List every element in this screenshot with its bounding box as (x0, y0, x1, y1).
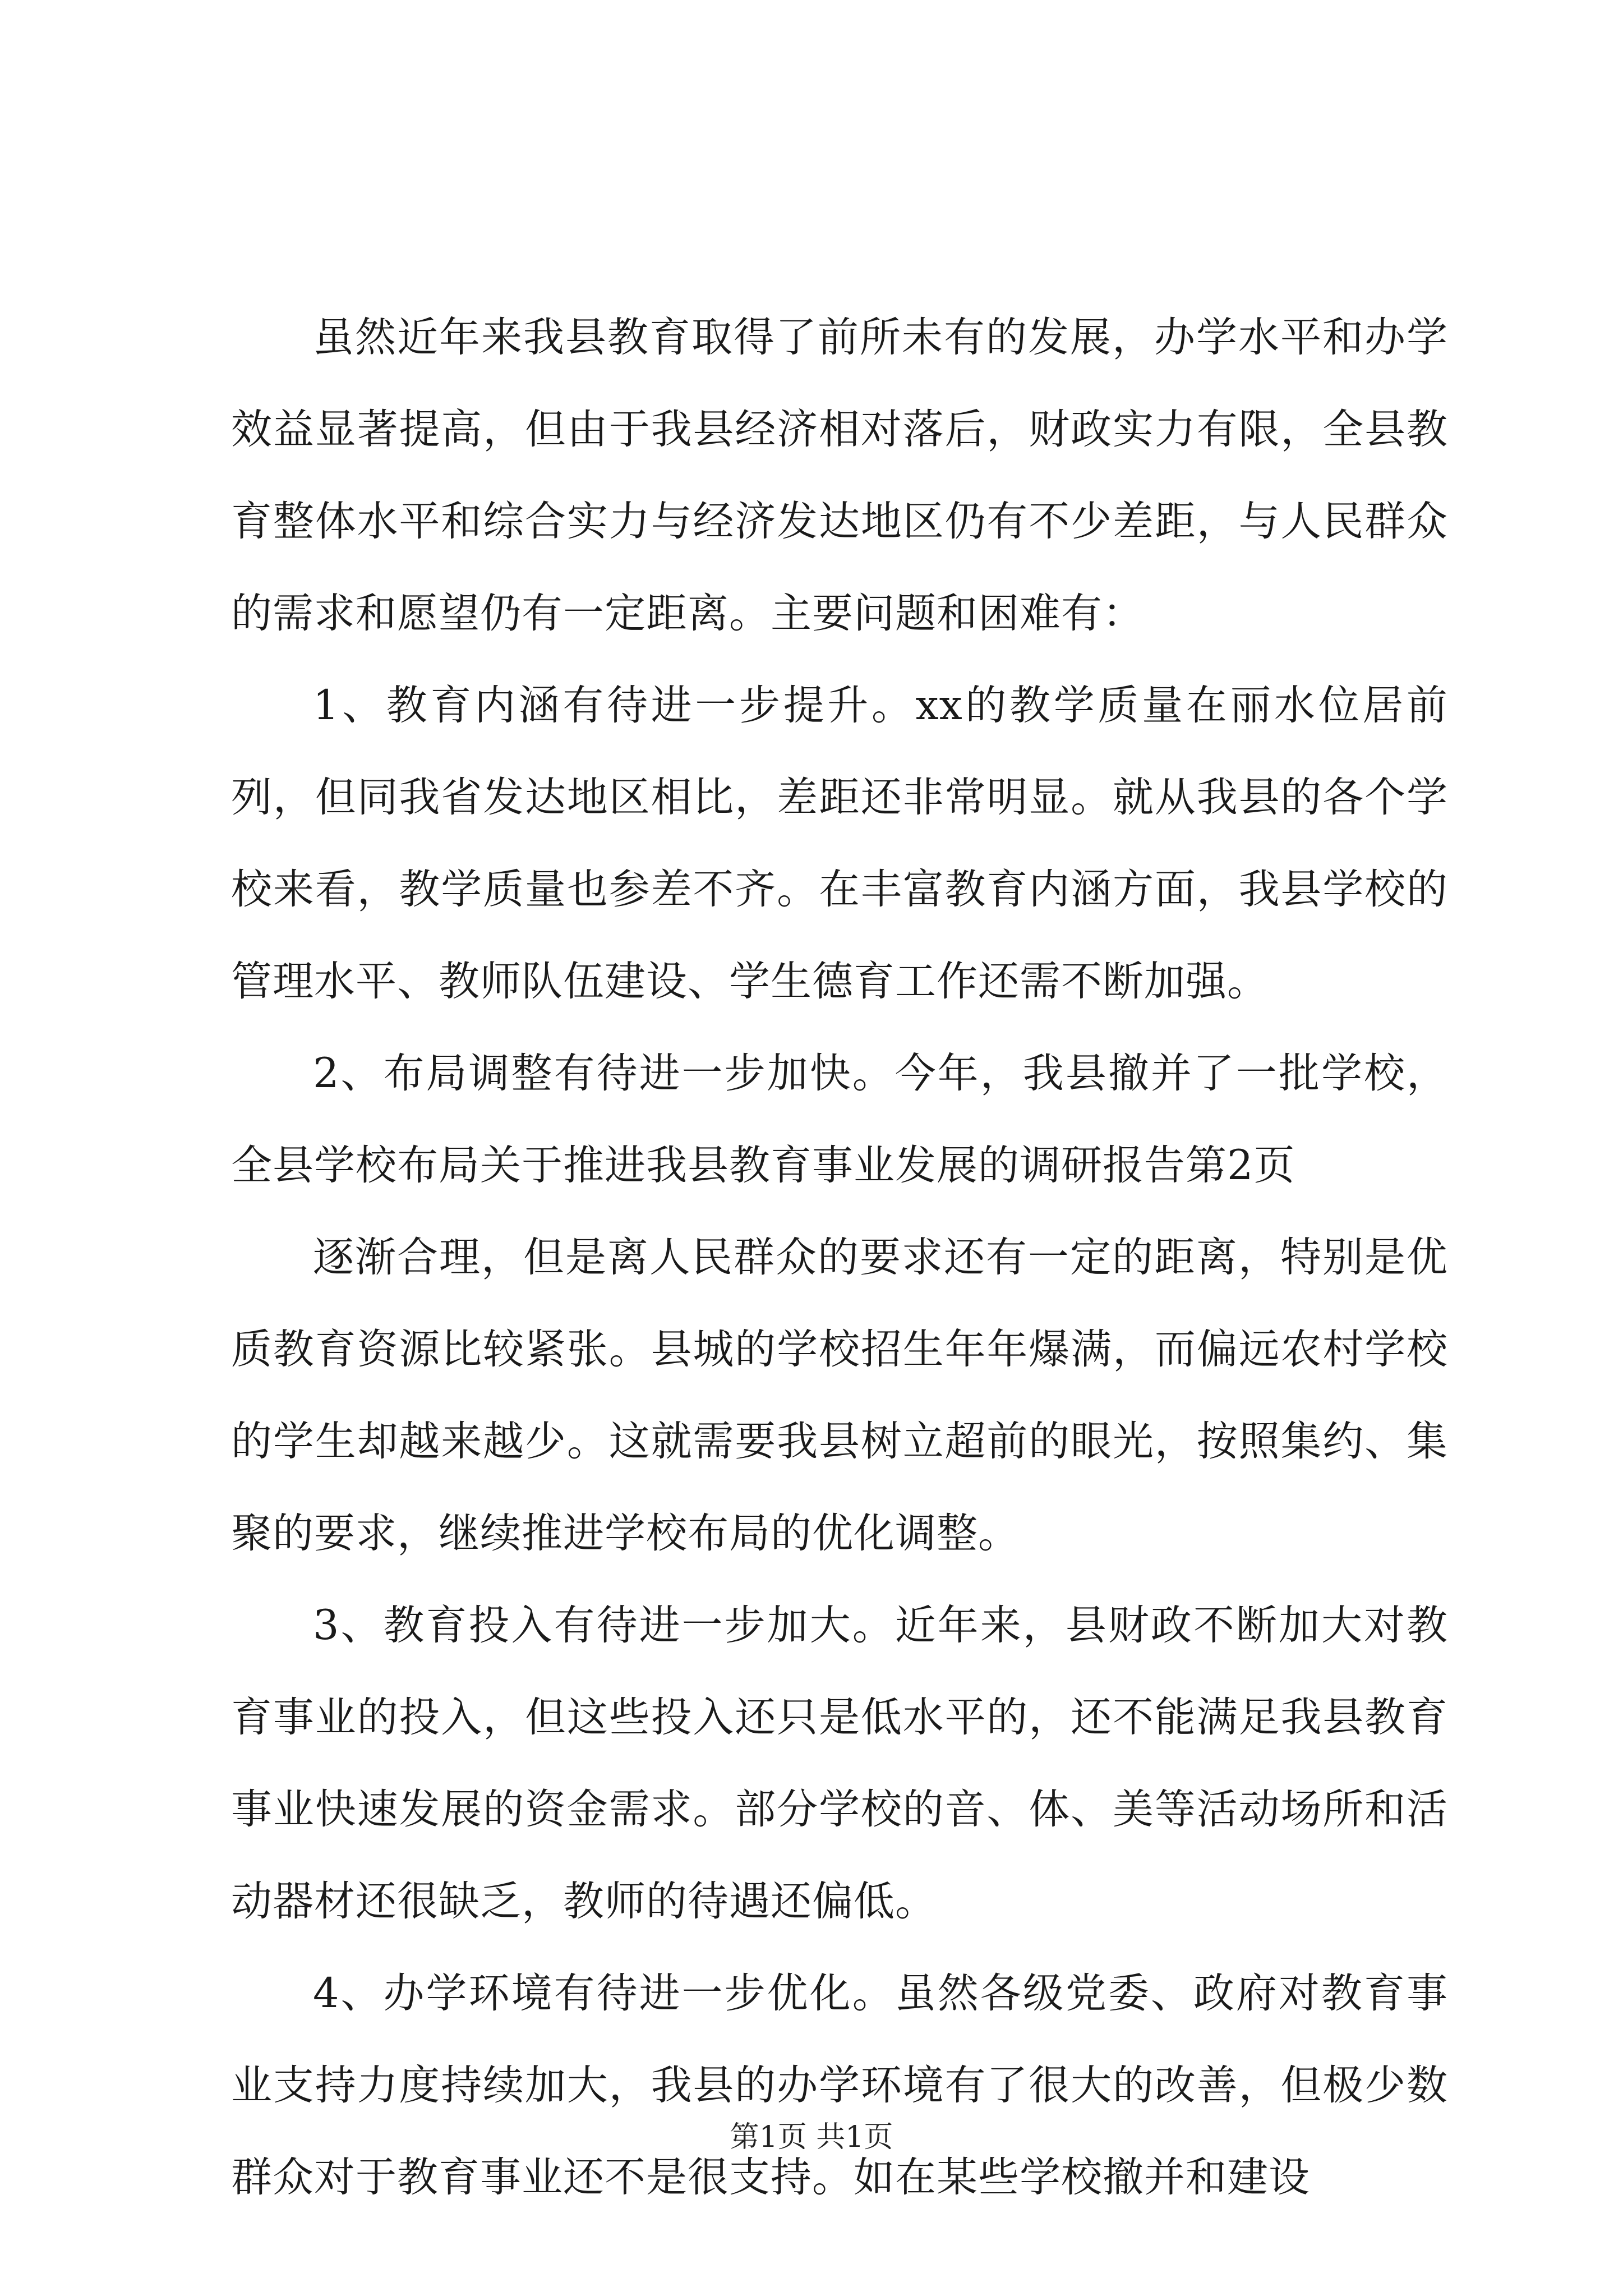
page-footer: 第1页 共1页 (730, 2120, 893, 2154)
paragraph-item-3: 3、教育投入有待进一步加大。近年来，县财政不断加大对教育事业的投入，但这些投入还只是低水平的，还不能满足我县教育事业快速发展的资金需求。部分学校的音、体、美等活动场所和活动器材还很缺乏，教师的待遇还偏低。 (231, 1602, 1448, 1925)
paragraph-intro: 虽然近年来我县教育取得了前所未有的发展，办学水平和办学效益显著提高，但由于我县经济相对落后，财政实力有限，全县教育整体水平和综合实力与经济发达地区仍有不少差距，与人民群众的需求和愿望仍有一定距离。主要问题和困难有： (231, 314, 1448, 637)
paragraph-item-4: 4、办学环境有待进一步优化。虽然各级党委、政府对教育事业支持力度持续加大，我县的办学环境有了很大的改善，但极少数群众对于教育事业还不是很支持。如在某些学校撤并和建设 (231, 1970, 1448, 2201)
paragraph-item-2-continued: 逐渐合理，但是离人民群众的要求还有一定的距离，特别是优质教育资源比较紧张。县城的学校招生年年爆满，而偏远农村学校的学生却越来越少。这就需要我县树立超前的眼光，按照集约、集聚的要求，继续推进学校布局的优化调整。 (231, 1234, 1448, 1557)
document-body (231, 292, 1448, 2224)
paragraph-item-2: 2、布局调整有待进一步加快。今年，我县撤并了一批学校，全县学校布局关于推进我县教育事业发展的调研报告第2页 (231, 1050, 1448, 1189)
paragraph-item-1: 1、教育内涵有待进一步提升。xx的教学质量在丽水位居前列，但同我省发达地区相比，差距还非常明显。就从我县的各个学校来看，教学质量也参差不齐。在丰富教育内涵方面，我县学校的管理水平、教师队伍建设、学生德育工作还需不断加强。 (231, 682, 1448, 1005)
